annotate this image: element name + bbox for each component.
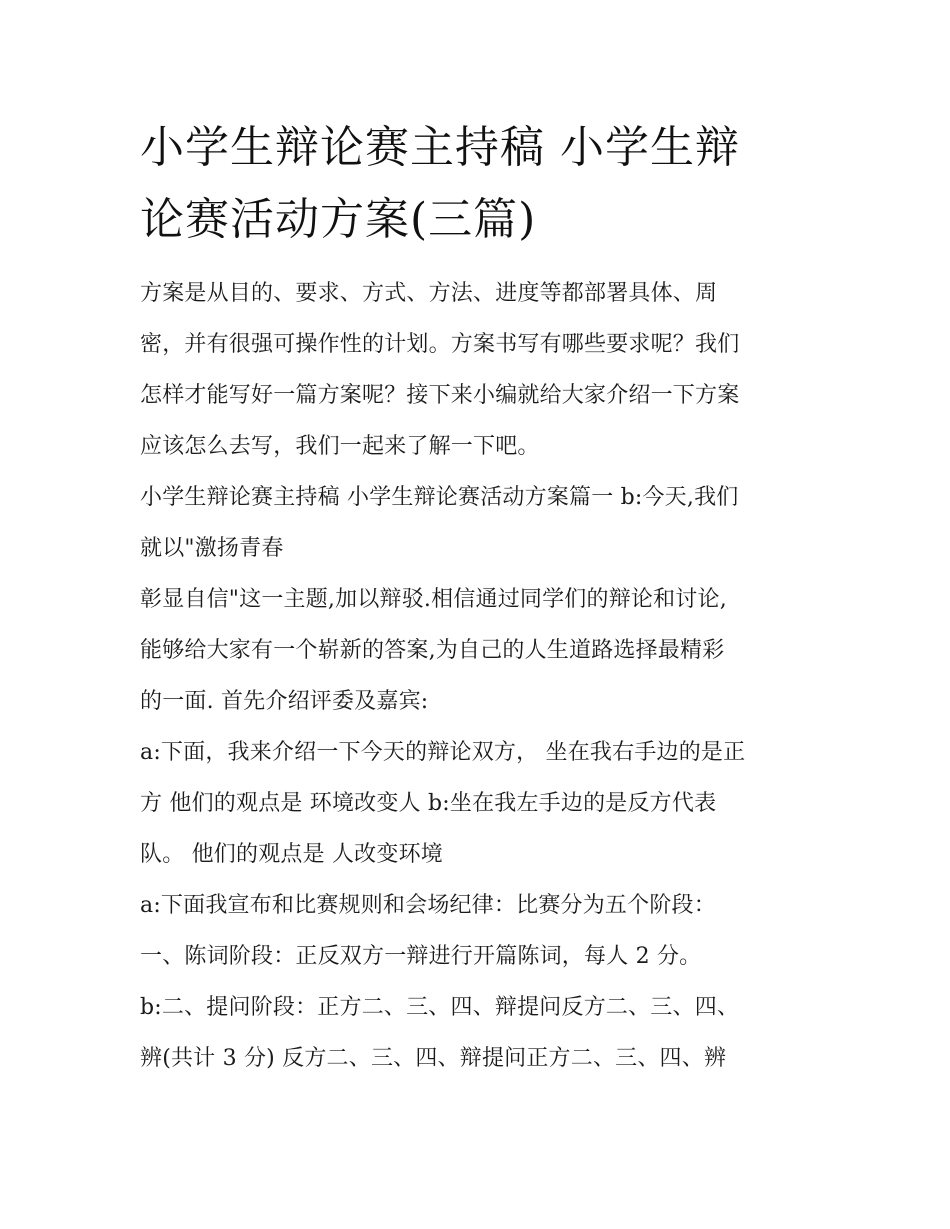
- text-line: 方案是从目的、要求、方式、方法、进度等都部署具体、周: [140, 281, 718, 306]
- text-line: 彰显自信"这一主题,加以辩驳.相信通过同学们的辩论和讨论,: [140, 587, 727, 612]
- text-line: 方 他们的观点是 环境改变人 b:坐在我左手边的是反方代表: [140, 791, 717, 816]
- text-line: 的一面. 首先介绍评委及嘉宾:: [140, 689, 429, 714]
- text-line: 就以"激扬青春: [140, 536, 284, 561]
- text-line: 小学生辩论赛主持稿 小学生辩论赛活动方案篇一 b:今天,我们: [140, 485, 739, 510]
- body-paragraph: [140, 574, 820, 727]
- text-line: a:下面我宣布和比赛规则和会场纪律：比赛分为五个阶段：: [140, 893, 716, 918]
- body-paragraph: [140, 880, 820, 931]
- body-paragraph: [140, 727, 820, 880]
- text-line: 一、陈词阶段：正反双方一辩进行开篇陈词，每人 2 分。: [140, 944, 702, 969]
- document-title: [140, 112, 820, 256]
- text-line: 辨(共计 3 分) 反方二、三、四、辩提问正方二、三、四、辨: [140, 1046, 727, 1071]
- section-heading-paragraph: [140, 472, 820, 574]
- text-line: 能够给大家有一个崭新的答案,为自己的人生道路选择最精彩: [140, 638, 725, 663]
- document-page: [140, 112, 820, 1084]
- text-line: 应该怎么去写，我们一起来了解一下吧。: [140, 434, 540, 459]
- intro-paragraph: [140, 268, 820, 472]
- text-line: 队。 他们的观点是 人改变环境: [140, 842, 443, 867]
- title-line: 小学生辩论赛主持稿 小学生辩: [140, 122, 740, 173]
- text-line: 密，并有很强可操作性的计划。方案书写有哪些要求呢？我们: [140, 332, 740, 357]
- text-line: a:下面，我来介绍一下今天的辩论双方， 坐在我右手边的是正: [140, 740, 746, 765]
- body-paragraph: [140, 931, 820, 982]
- body-paragraph: [140, 982, 820, 1084]
- text-line: 怎样才能写好一篇方案呢？接下来小编就给大家介绍一下方案: [140, 383, 740, 408]
- title-line: 论赛活动方案(三篇): [140, 194, 537, 245]
- text-line: b:二、提问阶段：正方二、三、四、辩提问反方二、三、四、: [140, 995, 740, 1020]
